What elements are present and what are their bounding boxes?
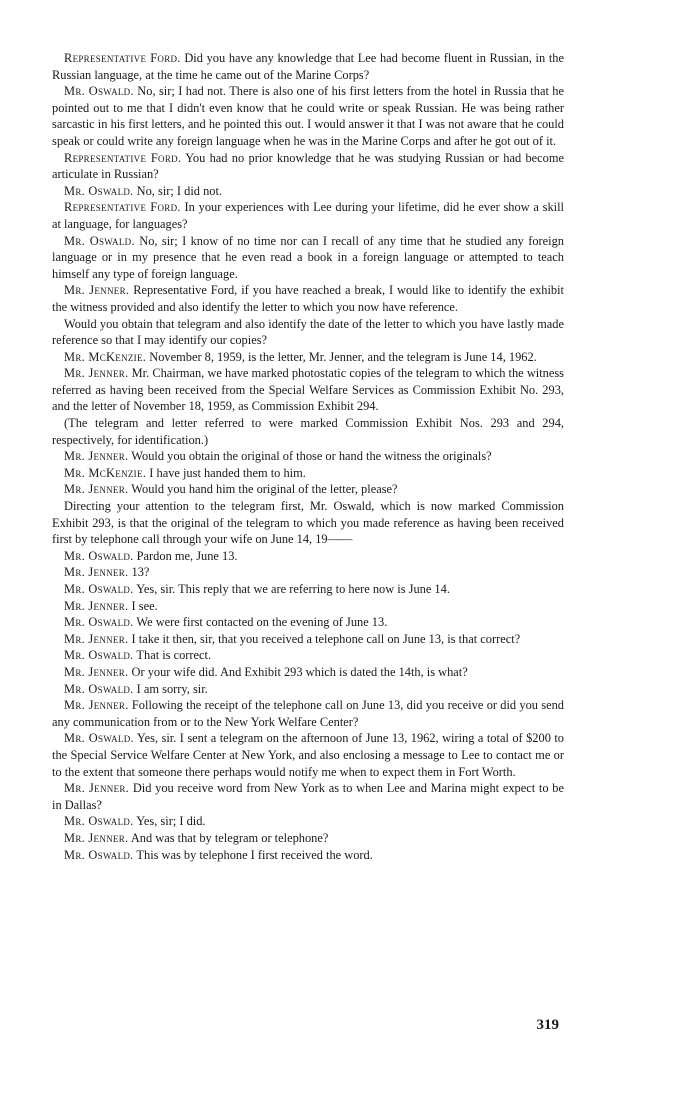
transcript-paragraph	[52, 847, 564, 864]
speaker-name: Mr. Jenner.	[64, 631, 129, 646]
transcript-paragraph	[52, 199, 564, 232]
transcript-paragraph	[52, 581, 564, 598]
speech-text: Yes, sir. I sent a telegram on the afternoon of June 13, 1962, wiring a total of $200 to the Special Service Welfare Center at New York, and also enclosing a message to Lee to contact me or to the extent that someone there perhaps would notify me when to expect them in Fort Worth.	[52, 731, 564, 779]
transcript-paragraph	[52, 614, 564, 631]
speaker-name: Mr. Oswald.	[64, 681, 134, 696]
speech-text: 13?	[128, 565, 150, 580]
speech-text: (The telegram and letter referred to were marked Commission Exhibit Nos. 293 and 294, respectively, for identification.)	[52, 416, 564, 447]
speaker-name: Mr. Jenner.	[64, 664, 129, 679]
page-number: 319	[536, 1017, 559, 1033]
speech-text: No, sir; I did not.	[133, 183, 223, 198]
speaker-name: Mr. Jenner.	[64, 283, 130, 298]
speaker-name: Mr. Oswald.	[64, 84, 134, 99]
speaker-name: Mr. Oswald.	[64, 615, 134, 630]
speech-text: Mr. Chairman, we have marked photostatic copies of the telegram to which the witness referred as having been received from the Special Welfare Services as Commission Exhibit No. 293, and the letter of November 18, 1959, as Commission Exhibit 294.	[52, 366, 564, 414]
transcript-paragraph	[52, 481, 564, 498]
transcript-paragraph	[52, 448, 564, 465]
speaker-name: Mr. Jenner.	[64, 366, 129, 381]
speech-text: Would you obtain that telegram and also identify the date of the letter to which you have lastly made reference so that I may identify our copies?	[52, 316, 564, 348]
transcript-paragraph	[52, 316, 564, 349]
transcript-paragraph	[52, 150, 564, 183]
speaker-name: Mr. McKenzie.	[64, 465, 147, 480]
transcript-paragraph	[52, 813, 564, 830]
speaker-name: Mr. Jenner.	[64, 698, 129, 713]
transcript-paragraph	[52, 780, 564, 813]
speech-text: Yes, sir; I did.	[133, 814, 206, 829]
speaker-name: Mr. Oswald.	[64, 233, 135, 248]
transcript-paragraph	[52, 548, 564, 565]
speech-text: Would you hand him the original of the letter, please?	[128, 482, 398, 497]
speech-text: Directing your attention to the telegram first, Mr. Oswald, which is now marked Commission Exhibit 293, is that the original of the telegram to which you made reference as having been received first by telephone call through your wife on June 14, 19——	[52, 499, 564, 547]
speaker-name: Mr. Jenner.	[64, 482, 129, 497]
transcript-paragraph	[52, 830, 564, 847]
transcript-paragraph	[52, 598, 564, 615]
speech-text: I have just handed them to him.	[146, 465, 306, 480]
speaker-name: Mr. Jenner.	[64, 830, 129, 845]
transcript-paragraph	[52, 647, 564, 664]
transcript-paragraph	[52, 282, 564, 315]
speech-text: November 8, 1959, is the letter, Mr. Jenner, and the telegram is June 14, 1962.	[146, 349, 537, 364]
speech-text: Following the receipt of the telephone call on June 13, did you receive or did you send any communication from or to the New York Welfare Center?	[52, 698, 564, 729]
transcript-paragraph	[52, 681, 564, 698]
transcript-paragraph	[52, 697, 564, 730]
speaker-name: Mr. Jenner.	[64, 598, 129, 613]
speech-text: Yes, sir. This reply that we are referring to here now is June 14.	[133, 582, 450, 596]
transcript-paragraph	[52, 465, 564, 482]
speech-text: Did you have any knowledge that Lee had become fluent in Russian, in the Russian language, at the time he came out of the Marine Corps?	[52, 51, 564, 82]
speaker-name: Mr. Oswald.	[64, 847, 134, 862]
transcript-paragraph	[52, 631, 564, 648]
speech-text: I see.	[128, 598, 158, 613]
transcript-paragraph	[52, 498, 564, 548]
transcript-paragraph	[52, 415, 564, 448]
speech-text: And was that by telegram or telephone?	[128, 830, 329, 845]
speech-text: I am sorry, sir.	[133, 681, 208, 696]
speech-text: I take it then, sir, that you received a telephone call on June 13, is that correct?	[128, 631, 521, 646]
speech-text: Or your wife did. And Exhibit 293 which is dated the 14th, is what?	[128, 664, 468, 679]
speaker-name: Mr. Jenner.	[64, 449, 129, 464]
speech-text: No, sir; I had not. There is also one of his first letters from the hotel in Russia that he pointed out to me that I didn't even know that he could write or speak Russian. He was being rather sarcastic in his first letters, and he pointed this out. I would answer it that I was not aware that he could speak or could write any foreign language when he was in the Marine Corps and after he got out of it.	[52, 84, 565, 148]
speech-text: Representative Ford, if you have reached a break, I would like to identify the exhibit the witness provided and also identify the letter to which you now have reference.	[52, 283, 564, 314]
transcript-paragraph	[52, 730, 564, 780]
speaker-name: Mr. McKenzie.	[64, 349, 147, 364]
speech-text: In your experiences with Lee during your lifetime, did he ever show a skill at language, for languages?	[52, 200, 564, 231]
transcript-paragraph	[52, 50, 564, 83]
speech-text: Would you obtain the original of those or hand the witness the originals?	[128, 449, 492, 464]
speaker-name: Mr. Oswald.	[64, 648, 134, 663]
transcript-paragraph	[52, 564, 564, 581]
speaker-name: Mr. Oswald.	[64, 548, 134, 563]
speech-text: No, sir; I know of no time nor can I recall of any time that he studied any foreign language or in my presence that he even read a book in a foreign language or attempted to teach himself any type of foreign language.	[52, 233, 564, 281]
transcript-paragraph	[52, 365, 564, 415]
speech-text: This was by telephone I first received the word.	[133, 847, 373, 862]
speaker-name: Representative Ford.	[64, 51, 181, 65]
transcript-body	[52, 50, 564, 863]
speech-text: Pardon me, June 13.	[133, 548, 238, 563]
speaker-name: Mr. Jenner.	[64, 781, 130, 796]
speaker-name: Representative Ford.	[64, 150, 182, 165]
speaker-name: Mr. Jenner.	[64, 565, 129, 580]
speaker-name: Representative Ford.	[64, 200, 181, 215]
speech-text: You had no prior knowledge that he was studying Russian or had become articulate in Russian?	[52, 150, 564, 182]
speech-text: Did you receive word from New York as to when Lee and Marina might expect to be in Dallas?	[52, 781, 565, 812]
speaker-name: Mr. Oswald.	[64, 582, 134, 596]
speech-text: That is correct.	[133, 648, 212, 663]
transcript-paragraph	[52, 349, 564, 366]
transcript-paragraph	[52, 233, 564, 283]
transcript-paragraph	[52, 83, 564, 149]
speaker-name: Mr. Oswald.	[64, 814, 134, 829]
speech-text: We were first contacted on the evening of June 13.	[133, 615, 388, 630]
transcript-paragraph	[52, 183, 564, 200]
speaker-name: Mr. Oswald.	[64, 731, 134, 746]
transcript-paragraph	[52, 664, 564, 681]
speaker-name: Mr. Oswald.	[64, 183, 134, 198]
